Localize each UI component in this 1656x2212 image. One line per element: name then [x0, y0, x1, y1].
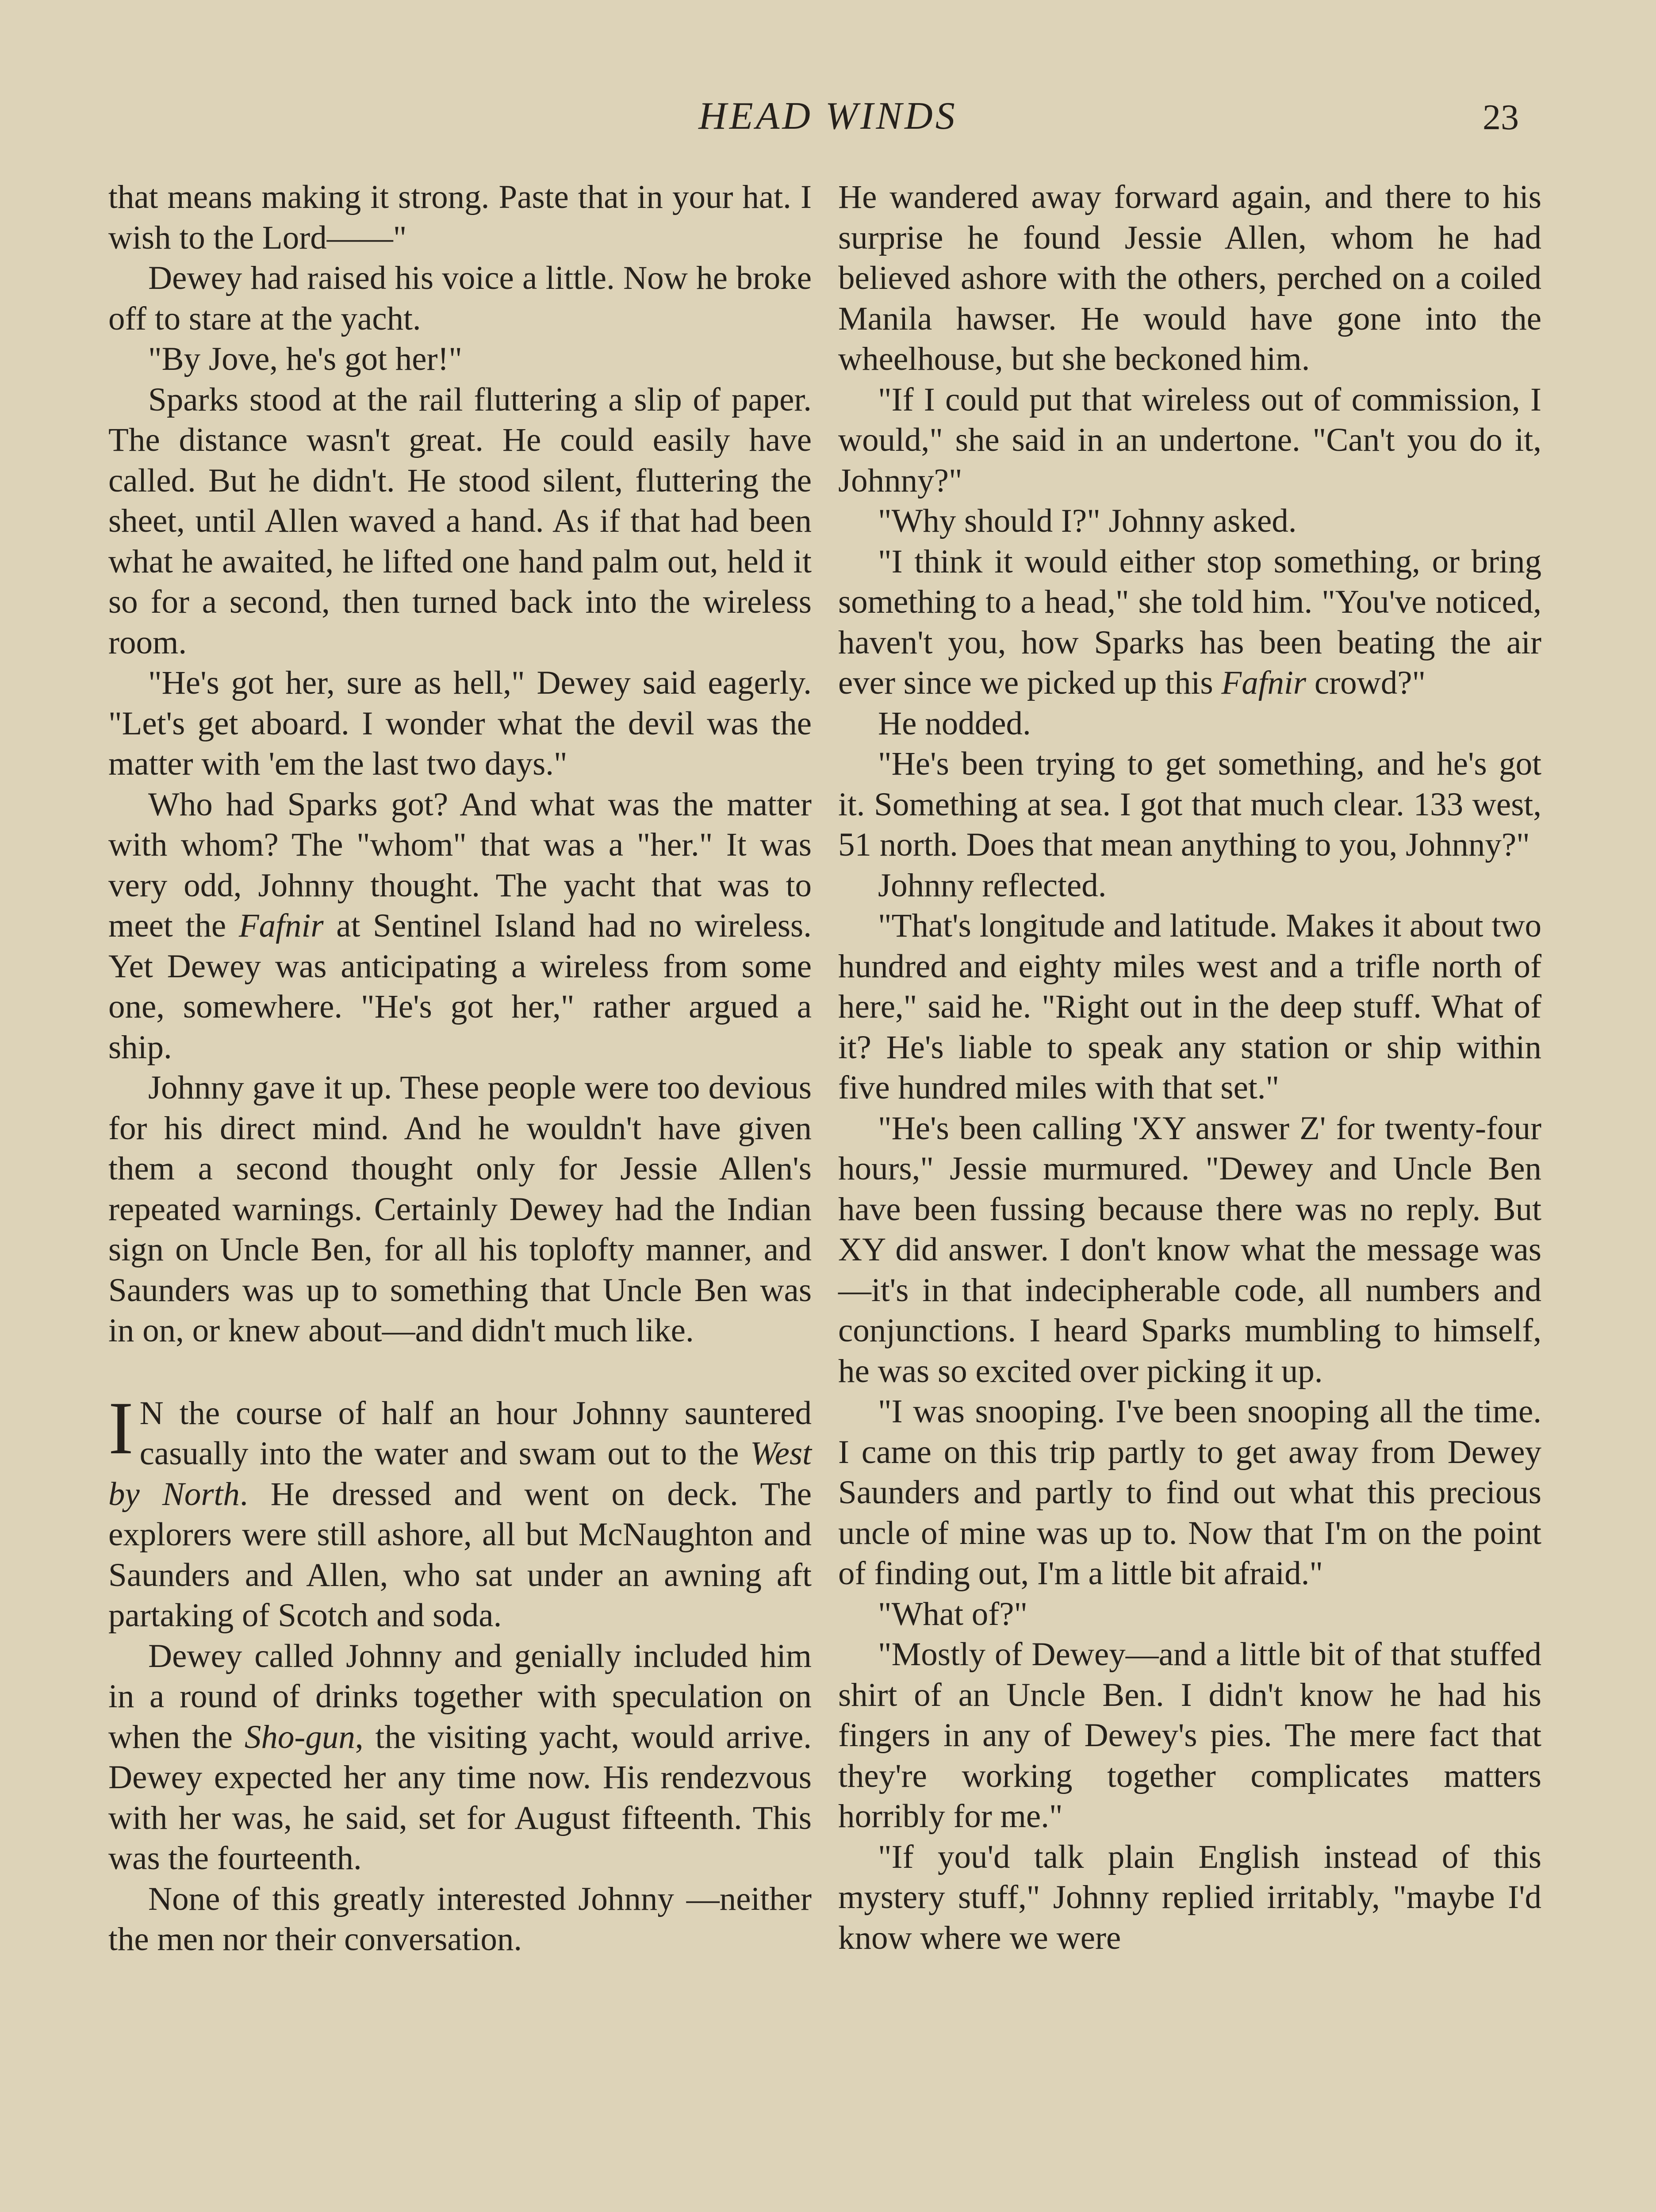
paragraph: Dewey had raised his voice a little. Now he broke off to stare at the yacht.	[108, 260, 812, 337]
ship-name: West by North	[108, 1435, 812, 1513]
running-head: HEAD WINDS	[698, 95, 958, 138]
paragraph: "I think it would either stop something, or bring something to a head," she told him. "You've noticed, haven't you, how Sparks has been beating the air ever since we picked up this Fafnir crowd?"	[838, 543, 1541, 701]
paragraph: "Why should I?" Johnny asked.	[878, 503, 1297, 539]
right-column	[838, 177, 1541, 1958]
paragraph: None of this greatly interested Johnny —neither the men nor their conversation.	[108, 1880, 812, 1958]
drop-cap: I	[108, 1386, 134, 1470]
paragraph: Sparks stood at the rail fluttering a slip of paper. The distance wasn't great. He could easily have called. But he didn't. He stood silent, fluttering the sheet, until Allen waved a hand. As if that had been what he awaited, he lifted one hand palm out, held it so for a second, then turned back into the wireless room.	[108, 381, 812, 661]
ship-name: Fafnir	[238, 907, 324, 944]
paragraph: "If you'd talk plain English instead of this mystery stuff," Johnny replied irritably, "maybe I'd know where we were	[838, 1838, 1541, 1956]
paragraph: Johnny gave it up. These people were too devious for his direct mind. And he wouldn't have given them a second thought only for Jessie Allen's repeated warnings. Certainly Dewey had the Indian sign on Uncle Ben, for all his toplofty manner, and Saunders was up to something that Uncle Ben was in on, or knew about—and didn't much like.	[108, 1069, 812, 1349]
paragraph: that means making it strong. Paste that in your hat. I wish to the Lord——"	[108, 179, 812, 256]
page-number: 23	[1483, 97, 1519, 137]
paragraph: "He's got her, sure as hell," Dewey said eagerly. "Let's get aboard. I wonder what the devil was the matter with 'em the last two days."	[108, 664, 812, 782]
ship-name: Fafnir	[1221, 664, 1307, 701]
paragraph: "He's been trying to get something, and he's got it. Something at sea. I got that much clear. 133 west, 51 north. Does that mean anything to you, Johnny?"	[838, 745, 1541, 863]
paragraph: "Mostly of Dewey—and a little bit of that stuffed shirt of an Uncle Ben. I didn't know he had his fingers in any of Dewey's pies. The mere fact that they're working together complicates matters horribly for me."	[838, 1636, 1541, 1835]
paragraph: He wandered away forward again, and there to his surprise he found Jessie Allen, whom he had believed ashore with the others, perched on a coiled Manila hawser. He would have gone into the wheelhouse, but she beckoned him.	[838, 179, 1541, 377]
paragraph: Dewey called Johnny and genially included him in a round of drinks together with speculation on when the Sho-gun, the visiting yacht, would arrive. Dewey expected her any time now. His rendezvous with her was, he said, set for August fifteenth. This was the fourteenth.	[108, 1637, 812, 1877]
paragraph: "If I could put that wireless out of commission, I would," she said in an undertone. "Can't you do it, Johnny?"	[838, 381, 1541, 499]
section-start-paragraph: I N the course of half an hour Johnny sauntered casually into the water and swam out to the West by North. He dressed and went on deck. The explorers were still ashore, all but McNaughton and Saunders and Allen, who sat under an awning aft partaking of Scotch and soda.	[108, 1386, 812, 1634]
paragraph: He nodded.	[878, 705, 1031, 742]
paragraph: "I was snooping. I've been snooping all the time. I came on this trip partly to get away from Dewey Saunders and partly to find out what this precious uncle of mine was up to. Now that I'm on the point of finding out, I'm a little bit afraid."	[838, 1393, 1541, 1592]
left-column	[108, 177, 812, 1960]
paragraph: "By Jove, he's got her!"	[148, 341, 463, 377]
ship-name: Sho-gun	[244, 1718, 355, 1755]
paragraph: "That's longitude and latitude. Makes it about two hundred and eighty miles west and a trifle north of here," said he. "Right out in the deep stuff. What of it? He's liable to speak any station or ship within five hundred miles with that set."	[838, 907, 1541, 1106]
paragraph: Johnny reflected.	[878, 867, 1107, 904]
paragraph: "What of?"	[878, 1595, 1028, 1632]
paragraph: "He's been calling 'XY answer Z' for twenty-four hours," Jessie murmured. "Dewey and Uncle Ben have been fussing because there was no reply. But XY did answer. I don't know what the message was—it's in that indecipherable code, all numbers and conjunctions. I heard Sparks mumbling to himself, he was so excited over picking it up.	[838, 1110, 1541, 1390]
paragraph: Who had Sparks got? And what was the matter with whom? The "whom" that was a "her." It was very odd, Johnny thought. The yacht that was to meet the Fafnir at Sentinel Island had no wireless. Yet Dewey was anticipating a wireless from some one, somewhere. "He's got her," rather argued a ship.	[108, 786, 812, 1066]
